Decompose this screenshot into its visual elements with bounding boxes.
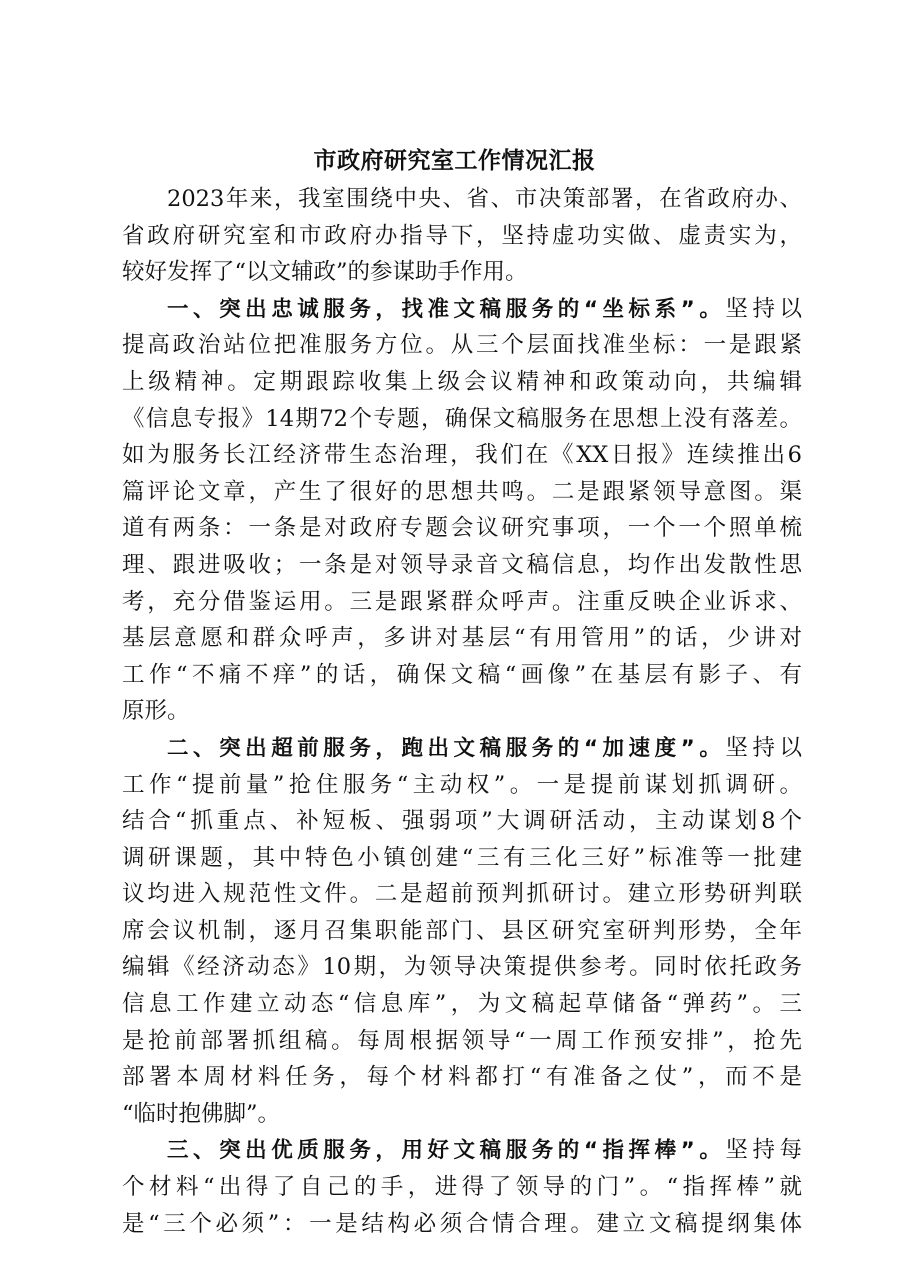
document-body [122, 181, 802, 1242]
text-line: 个材料“出得了自己的手，进得了领导的门”。“指挥棒”就 [122, 1174, 802, 1201]
text-line: 编辑《经济动态》10期，为领导决策提供参考。同时依托政务 [122, 954, 802, 981]
text-line: 信息工作建立动态“信息库”，为文稿起草储备“弹药”。三 [122, 991, 802, 1018]
paragraph-section-1 [122, 291, 802, 730]
text-line: 工作“提前量”抢住服务“主动权”。一是提前谋划抓调研。 [122, 771, 802, 798]
text-line: 是抢前部署抓组稿。每周根据领导“一周工作预安排”，抢先 [122, 1027, 802, 1054]
text-line: 部署本周材料任务，每个材料都打“有准备之仗”，而不是 [122, 1064, 802, 1091]
text-line: 《信息专报》14期72个专题，确保文稿服务在思想上没有落差。 [122, 405, 802, 432]
section-heading: 一、突出忠诚服务，找准文稿服务的“坐标系”。 [167, 296, 726, 322]
text-line: 道有两条：一条是对政府专题会议研究事项，一个一个照单梳 [122, 515, 802, 542]
text-line: 席会议机制，逐月召集职能部门、县区研究室研判形势，全年 [122, 917, 802, 944]
text-line: 篇评论文章，产生了很好的思想共鸣。二是跟紧领导意图。渠 [122, 478, 802, 505]
text-line: 考，充分借鉴运用。三是跟紧群众呼声。注重反映企业诉求、 [122, 588, 802, 615]
text-line: 原形。 [122, 698, 190, 725]
text-line: 2023年来，我室围绕中央、省、市决策部署，在省政府办、 [167, 186, 802, 212]
text-line: 调研课题，其中特色小镇创建“三有三化三好”标准等一批建 [122, 844, 802, 871]
text-line: 理、跟进吸收；一条是对领导录音文稿信息，均作出发散性思 [122, 551, 802, 578]
text-line: 省政府研究室和市政府办指导下，坚持虚功实做、虚责实为， [122, 222, 802, 249]
text-line: 提高政治站位把准服务方位。从三个层面找准坐标：一是跟紧 [122, 332, 802, 359]
paragraph-section-3 [122, 1132, 802, 1242]
section-heading: 三、突出优质服务，用好文稿服务的“指挥棒”。 [167, 1138, 726, 1164]
text-run: 坚持以 [725, 295, 802, 322]
document-title: 市政府研究室工作情况汇报 [313, 147, 596, 174]
text-line: 是“三个必须”：一是结构必须合情合理。建立文稿提纲集体 [122, 1210, 802, 1237]
text-line: 较好发挥了“以文辅政”的参谋助手作用。 [122, 259, 528, 286]
text-line [122, 1132, 802, 1169]
text-line: “临时抱佛脚”。 [122, 1100, 281, 1127]
text-run: 坚持以 [725, 734, 802, 761]
text-run: 坚持每 [725, 1137, 802, 1164]
text-line [122, 291, 802, 328]
text-line: 议均进入规范性文件。二是超前预判抓研讨。建立形势研判联 [122, 881, 802, 908]
text-line: 如为服务长江经济带生态治理，我们在《XX日报》连续推出6 [122, 442, 802, 469]
text-line: 基层意愿和群众呼声，多讲对基层“有用管用”的话，少讲对 [122, 625, 802, 652]
paragraph-section-2 [122, 730, 802, 1133]
section-heading: 二、突出超前服务，跑出文稿服务的“加速度”。 [167, 735, 726, 761]
text-line: 上级精神。定期跟踪收集上级会议精神和政策动向，共编辑 [122, 368, 802, 395]
text-line: 结合“抓重点、补短板、强弱项”大调研活动，主动谋划8个 [122, 808, 802, 835]
paragraph-intro [122, 181, 802, 291]
text-line: 工作“不痛不痒”的话，确保文稿“画像”在基层有影子、有 [122, 661, 802, 688]
text-line [122, 730, 802, 767]
